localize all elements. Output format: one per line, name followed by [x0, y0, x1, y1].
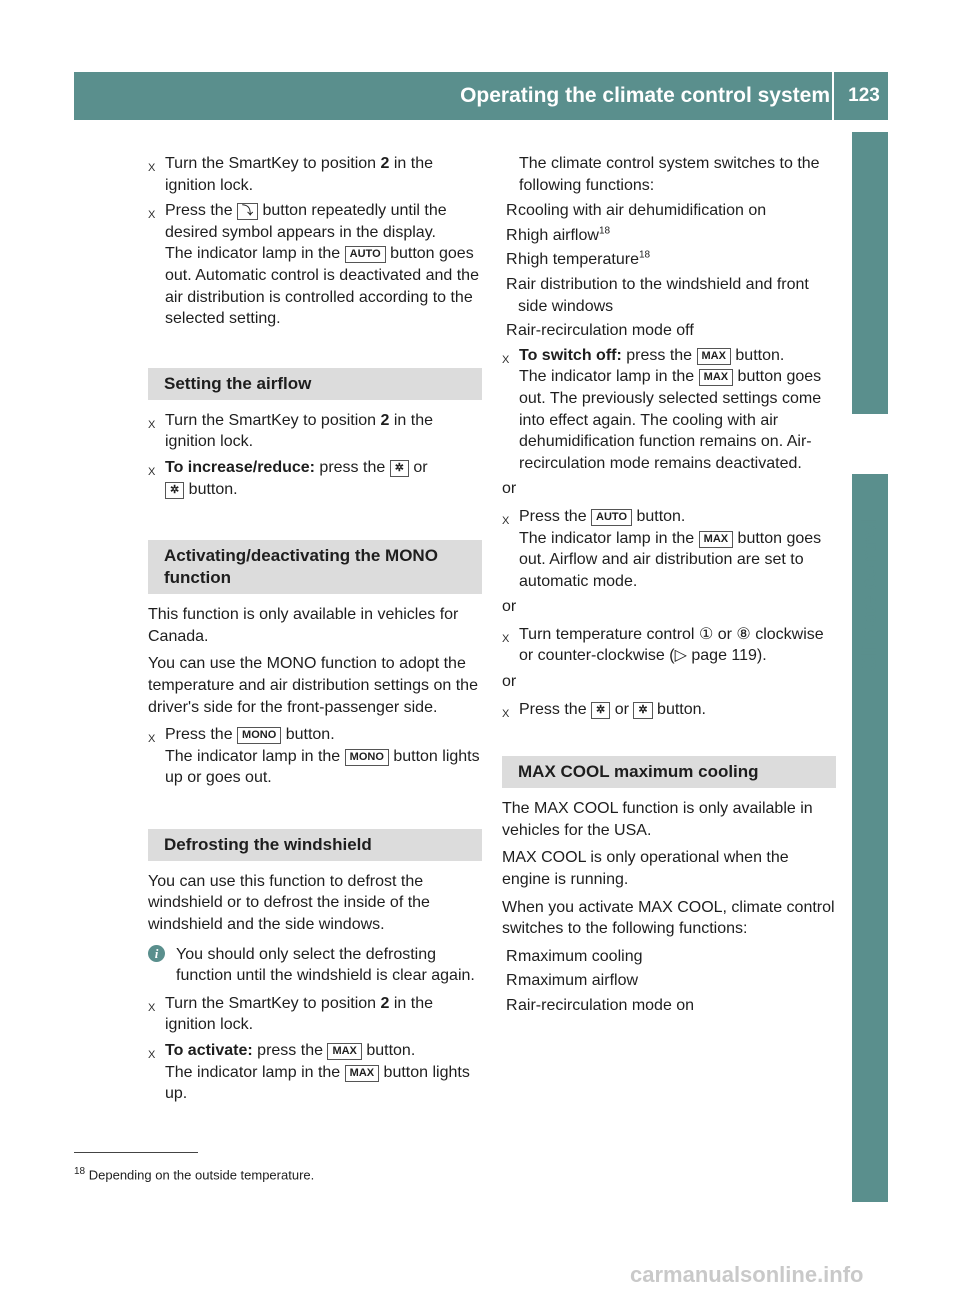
paragraph: MAX COOL is only operational when the engine is running. [502, 849, 789, 889]
footnote-ref: 18 [638, 250, 651, 262]
bullet-text: high temperature [518, 251, 639, 269]
step-text: in the ignition lock. [165, 155, 434, 194]
step-temperature [502, 624, 836, 667]
callout-8-icon: ⑧ [736, 625, 751, 643]
bullet-text: high airflow [518, 226, 599, 244]
step-text: button lights up or goes out. [165, 747, 480, 787]
paragraph: The MAX COOL function is only available in vehicles for the USA. [502, 800, 813, 839]
step-text: button goes out. Automatic control is deactivated and the air distribution is controlled according to the selected setting. [165, 245, 479, 328]
step-text: or [408, 458, 428, 476]
bullet-item [502, 320, 836, 342]
step-text: Press the [165, 726, 238, 744]
step-arrow-icon: X [148, 465, 156, 478]
step-smartkey [148, 153, 482, 196]
step-text: The indicator lamp in the [519, 368, 699, 386]
step-text: or [610, 700, 634, 718]
bullet-item [502, 249, 836, 271]
step-fan [502, 699, 836, 721]
step-text: Turn temperature control [519, 625, 699, 643]
footnote [74, 1166, 314, 1182]
step-arrow-icon: X [502, 632, 510, 645]
step-text: Press the [519, 507, 592, 525]
bullet-text: air distribution to the windshield and front side windows [518, 275, 809, 315]
bullet-icon: R [506, 275, 518, 293]
step-defrost-activate [148, 1040, 482, 1105]
or-label: or [502, 598, 517, 616]
footnote-ref: 18 [598, 225, 611, 237]
header-divider [832, 72, 834, 120]
bullet-text: maximum cooling [518, 947, 643, 965]
fan-increase-icon: ✲ [591, 702, 610, 719]
page-number: 123 [848, 85, 880, 106]
step-text: Press the [165, 202, 238, 220]
step-text: button. [652, 700, 706, 718]
footnote-number: 18 [74, 1166, 86, 1177]
defrost-max-icon: MAX [697, 348, 731, 365]
fan-decrease-icon: ✲ [165, 482, 184, 499]
paragraph: You can use this function to defrost the windshield or to defrost the inside of the windshield and the side windows. [148, 872, 430, 934]
step-mono [148, 724, 482, 789]
step-text: clockwise or counter-clockwise ( [519, 625, 824, 665]
step-bold: To switch off: [519, 346, 622, 364]
step-text: press the [314, 458, 390, 476]
step-arrow-icon: X [148, 1001, 156, 1014]
step-arrow-icon: X [148, 418, 156, 431]
step-switch-off [502, 345, 836, 475]
side-tab-label: Climate control [858, 518, 881, 672]
step-arrow-icon: X [502, 707, 510, 720]
bullet-item [502, 274, 836, 317]
step-text: Press the [519, 700, 592, 718]
bullet-icon: R [506, 972, 518, 990]
bullet-item [502, 200, 836, 222]
step-text: button lights up. [165, 1063, 470, 1103]
bullet-item [502, 946, 836, 968]
step-text: Turn the SmartKey to position [165, 994, 381, 1012]
bullet-icon: R [506, 202, 518, 220]
bullet-text: cooling with air dehumidification on [518, 202, 767, 220]
bullet-item [502, 995, 836, 1017]
step-text: button goes out. The previously selected settings come into effect again. The cooling with air dehumidification function remains on. Air-recirculation mode remains deactivated. [519, 368, 822, 472]
step-airflow [148, 457, 482, 500]
auto-button-icon: AUTO [591, 509, 632, 526]
page-ref-arrow-icon: ▷ [674, 647, 687, 665]
paragraph: When you activate MAX COOL, climate control switches to the following functions: [502, 898, 835, 938]
step-text: The indicator lamp in the [165, 245, 345, 263]
bullet-icon: R [506, 947, 518, 965]
step-arrow-icon: X [502, 353, 510, 366]
step-text: Turn the SmartKey to position [165, 411, 381, 429]
bullet-icon: R [506, 997, 518, 1014]
bullet-item [502, 225, 836, 247]
section-heading-maxcool: MAX COOL maximum cooling [502, 756, 836, 788]
step-text: button. [184, 480, 238, 498]
step-smartkey [148, 410, 482, 453]
auto-button-icon: AUTO [345, 246, 386, 263]
fan-decrease-icon: ✲ [633, 702, 652, 719]
step-text: The indicator lamp in the [165, 1063, 345, 1081]
right-column [502, 153, 836, 1020]
step-text: button. [730, 346, 785, 364]
defrost-max-icon: MAX [699, 369, 733, 386]
step-text: in the ignition lock. [165, 994, 434, 1034]
step-text: button repeatedly until the desired symbol appears in the display. [165, 202, 447, 241]
step-text: Turn the SmartKey to position [165, 155, 381, 172]
step-bold: 2 [380, 994, 390, 1012]
step-arrow-icon: X [148, 1049, 156, 1062]
bullet-icon: R [506, 226, 518, 244]
step-text: button. [281, 726, 335, 744]
footnote-text: Depending on the outside temperature. [88, 1167, 315, 1183]
step-arrow-icon: X [148, 733, 156, 746]
step-text: button. [361, 1042, 416, 1060]
step-text: page 119). [686, 647, 767, 665]
or-label: or [502, 480, 517, 498]
defrost-max-icon: MAX [327, 1043, 361, 1060]
info-text: You should only select the defrosting function until the windshield is clear again. [176, 945, 475, 985]
watermark: carmanualsonline.info [630, 1262, 864, 1287]
step-airdist [148, 200, 482, 330]
bullet-text: maximum airflow [518, 972, 639, 990]
page-title: Operating the climate control system [460, 84, 830, 107]
step-text: button. [632, 507, 686, 525]
info-icon: i [148, 945, 165, 962]
bullet-icon: R [506, 322, 518, 340]
bullet-text: air-recirculation mode on [518, 997, 695, 1014]
step-text: press the [621, 346, 697, 364]
step-smartkey [148, 993, 482, 1036]
bullet-item [502, 970, 836, 992]
callout-1-icon: ① [698, 625, 714, 643]
step-text: button goes out. Airflow and air distribution are set to automatic mode. [519, 529, 822, 590]
paragraph: The climate control system switches to the following functions: [519, 155, 820, 194]
side-tab-marker [852, 414, 888, 474]
mono-button-icon: MONO [237, 727, 281, 744]
section-heading-airflow: Setting the airflow [148, 368, 482, 400]
step-arrow-icon: X [148, 209, 156, 222]
air-distribution-icon: ⤵ [237, 203, 258, 220]
bullet-icon: R [506, 251, 518, 269]
section-heading-mono: Activating/deactivating the MONO function [148, 540, 482, 594]
left-column [148, 153, 482, 1109]
step-bold: To activate: [165, 1042, 253, 1060]
paragraph: This function is only available in vehicles for Canada. [148, 606, 459, 645]
or-label: or [502, 673, 517, 691]
step-bold: 2 [380, 411, 390, 429]
defrost-max-icon: MAX [345, 1065, 379, 1082]
fan-increase-icon: ✲ [390, 460, 409, 477]
step-arrow-icon: X [148, 162, 156, 174]
step-arrow-icon: X [502, 514, 510, 527]
step-bold: 2 [380, 155, 390, 172]
step-bold: To increase/reduce: [165, 458, 315, 476]
step-text: press the [252, 1042, 328, 1060]
footnote-divider [74, 1152, 198, 1153]
bullet-text: air-recirculation mode off [518, 322, 694, 340]
step-text: or [713, 625, 737, 643]
step-text: The indicator lamp in the [519, 529, 699, 547]
section-heading-defrost: Defrosting the windshield [148, 829, 482, 861]
paragraph: You can use the MONO function to adopt the temperature and air distribution settings on the driver's side for the front-passenger side. [148, 655, 478, 716]
step-text: in the ignition lock. [165, 411, 434, 451]
step-text: The indicator lamp in the [165, 747, 345, 765]
defrost-max-icon: MAX [699, 531, 733, 548]
info-note [148, 944, 482, 987]
mono-button-icon: MONO [345, 749, 389, 766]
step-auto [502, 506, 836, 592]
